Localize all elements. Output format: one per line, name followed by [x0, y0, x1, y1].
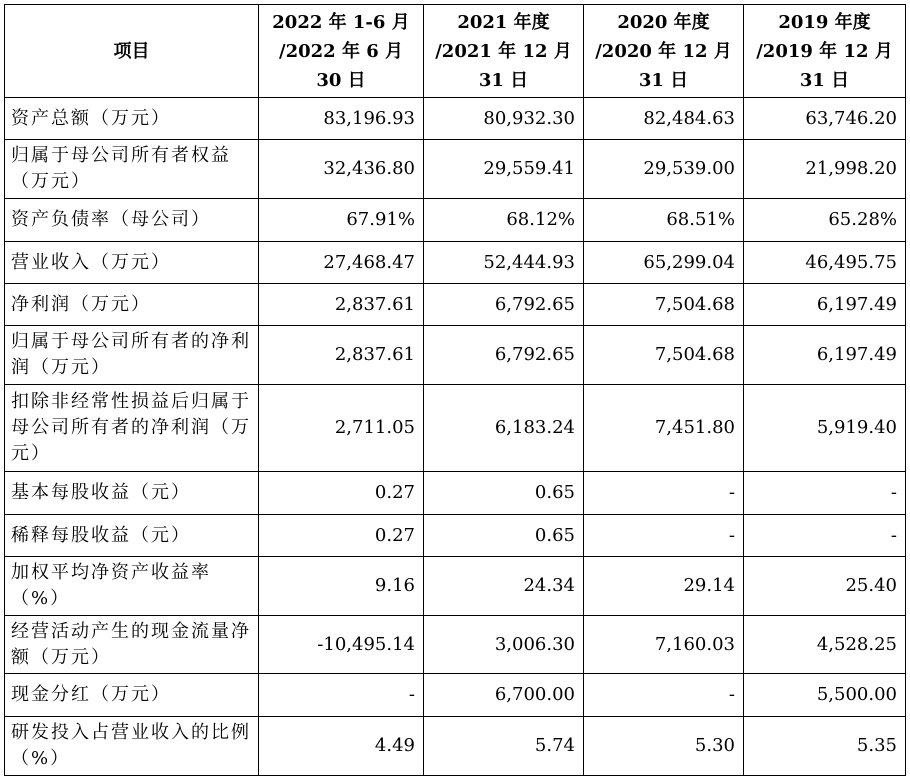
cell-value: 7,504.68	[584, 284, 744, 326]
cell-value: 29.14	[584, 557, 744, 616]
cell-value: 52,444.93	[424, 242, 584, 284]
cell-value: 65.28%	[744, 199, 906, 242]
row-label: 加权平均净资产收益率（%）	[5, 557, 259, 616]
header-col-2021: 2021 年度 /2021 年 12 月 31 日	[424, 5, 584, 98]
cell-value: 6,700.00	[424, 674, 584, 717]
cell-value: 24.34	[424, 557, 584, 616]
table-row	[5, 284, 906, 326]
cell-value: 63,746.20	[744, 98, 906, 140]
cell-value: 80,932.30	[424, 98, 584, 140]
cell-value: 7,160.03	[584, 616, 744, 674]
header-row	[5, 5, 906, 98]
row-label: 资产负债率（母公司）	[5, 199, 259, 242]
cell-value: 65,299.04	[584, 242, 744, 284]
row-label: 归属于母公司所有者的净利润（万元）	[5, 326, 259, 385]
cell-value: 0.65	[424, 472, 584, 515]
cell-value: 7,504.68	[584, 326, 744, 385]
table-row	[5, 515, 906, 557]
cell-value: 29,559.41	[424, 140, 584, 199]
cell-value: 82,484.63	[584, 98, 744, 140]
header-col-2019: 2019 年度 /2019 年 12 月 31 日	[744, 5, 906, 98]
cell-value: 21,998.20	[744, 140, 906, 199]
header-col-2020: 2020 年度 /2020 年 12 月 31 日	[584, 5, 744, 98]
cell-value: 68.12%	[424, 199, 584, 242]
row-label: 研发投入占营业收入的比例（%）	[5, 717, 259, 776]
table-row	[5, 98, 906, 140]
cell-value: -	[259, 674, 424, 717]
cell-value: -	[584, 674, 744, 717]
cell-value: 0.27	[259, 472, 424, 515]
table-row	[5, 326, 906, 385]
row-label: 净利润（万元）	[5, 284, 259, 326]
cell-value: -10,495.14	[259, 616, 424, 674]
cell-value: 67.91%	[259, 199, 424, 242]
cell-value: 32,436.80	[259, 140, 424, 199]
cell-value: 4,528.25	[744, 616, 906, 674]
cell-value: 0.27	[259, 515, 424, 557]
cell-value: 5.35	[744, 717, 906, 776]
table-row	[5, 472, 906, 515]
table-row	[5, 242, 906, 284]
cell-value: 2,711.05	[259, 385, 424, 472]
row-label: 稀释每股收益（元）	[5, 515, 259, 557]
cell-value: 6,197.49	[744, 326, 906, 385]
cell-value: 83,196.93	[259, 98, 424, 140]
row-label: 归属于母公司所有者权益（万元）	[5, 140, 259, 199]
table-row	[5, 385, 906, 472]
cell-value: -	[744, 472, 906, 515]
cell-value: -	[744, 515, 906, 557]
cell-value: 6,197.49	[744, 284, 906, 326]
financial-summary-table	[4, 4, 906, 776]
cell-value: 68.51%	[584, 199, 744, 242]
row-label: 资产总额（万元）	[5, 98, 259, 140]
cell-value: 7,451.80	[584, 385, 744, 472]
cell-value: 5.30	[584, 717, 744, 776]
row-label: 基本每股收益（元）	[5, 472, 259, 515]
cell-value: 6,792.65	[424, 284, 584, 326]
cell-value: -	[584, 515, 744, 557]
table-row	[5, 616, 906, 674]
cell-value: 25.40	[744, 557, 906, 616]
cell-value: 46,495.75	[744, 242, 906, 284]
cell-value: 27,468.47	[259, 242, 424, 284]
cell-value: 2,837.61	[259, 284, 424, 326]
cell-value: 4.49	[259, 717, 424, 776]
cell-value: 5,919.40	[744, 385, 906, 472]
cell-value: 29,539.00	[584, 140, 744, 199]
financial-table-container	[4, 4, 906, 776]
table-row	[5, 717, 906, 776]
row-label: 扣除非经常性损益后归属于母公司所有者的净利润（万元）	[5, 385, 259, 472]
cell-value: 9.16	[259, 557, 424, 616]
header-col-2022h1: 2022 年 1-6 月 /2022 年 6 月 30 日	[259, 5, 424, 98]
header-item: 项目	[5, 5, 259, 98]
cell-value: -	[584, 472, 744, 515]
table-row	[5, 674, 906, 717]
cell-value: 0.65	[424, 515, 584, 557]
cell-value: 3,006.30	[424, 616, 584, 674]
table-row	[5, 199, 906, 242]
cell-value: 5.74	[424, 717, 584, 776]
row-label: 现金分红（万元）	[5, 674, 259, 717]
cell-value: 2,837.61	[259, 326, 424, 385]
row-label: 营业收入（万元）	[5, 242, 259, 284]
cell-value: 6,792.65	[424, 326, 584, 385]
cell-value: 6,183.24	[424, 385, 584, 472]
table-row	[5, 557, 906, 616]
row-label: 经营活动产生的现金流量净额（万元）	[5, 616, 259, 674]
table-row	[5, 140, 906, 199]
cell-value: 5,500.00	[744, 674, 906, 717]
